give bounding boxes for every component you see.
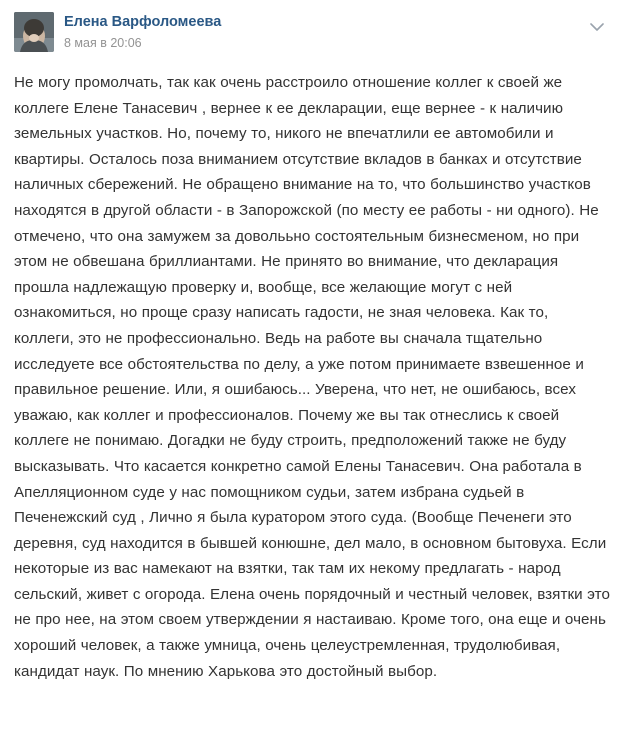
post-more-menu-button[interactable] bbox=[586, 16, 608, 38]
post-body bbox=[14, 70, 610, 684]
chevron-down-icon bbox=[590, 22, 604, 32]
post-text: Не могу промолчать, так как очень расстроило отношение коллег к своей же коллеге Елене Танасевич , вернее к ее декларации, еще вернее - к наличию земельных участков. Но, почему то, никого не впечатлили ее автомобили и квартиры. Осталось поза вниманием отсутствие вкладов в банках и отсутствие наличных сбережений. Не обращено внимание на то, что большинство участков находятся в другой области - в Запорожской (по месту ее работы - ни одного). Не отмечено, что она замужем за доволььно состоятельным бизнесменом, но при этом не обвешана бриллиантами. Не принято во внимание, что декларация прошла надлежащую проверку и, вообще, все желающие могут с ней ознакомиться, но проще сразу написать гадости, не зная человека. Как то, коллеги, это не профессионально. Ведь на работе вы сначала тщательно исследуете все обстоятельства по делу, а уже потом принимаете взвешенное и правильное решение. Или, я ошибаюсь... Уверена, что нет, не ошибаюсь, всех уважаю, как коллег и профессионалов. Почему же вы так отнеслись к своей коллеге не понимаю. Догадки не буду строить, предположений также не буду высказывать. Что касается конкретно самой Елены Танасевич. Она работала в Апелляционном суде у нас помощником судьи, затем избрана судьей в Печенежский суд , Лично я была куратором этого суда. (Вообще Печенеги это деревня, суд находится в бывшей конюшне, дел мало, в основном бытовуха. Если некоторые из вас намекают на взятки, так там их некому предлагать - народ сельский, живет с огорода. Елена очень порядочный и честный человек, взятки это не про нее, на этом своем утверждении я настаиваю. Кроме того, она еще и очень хороший человек, а также умница, очень целеустремленная, трудолюбивая, кандидат наук. По мнению Харькова это достойный выбор. bbox=[14, 74, 610, 680]
post-header-text bbox=[64, 12, 221, 51]
post-header bbox=[14, 12, 610, 58]
post-timestamp[interactable]: 8 мая в 20:06 bbox=[64, 36, 142, 50]
avatar[interactable] bbox=[14, 12, 54, 52]
post-author-name[interactable]: Елена Варфоломеева bbox=[64, 14, 222, 30]
